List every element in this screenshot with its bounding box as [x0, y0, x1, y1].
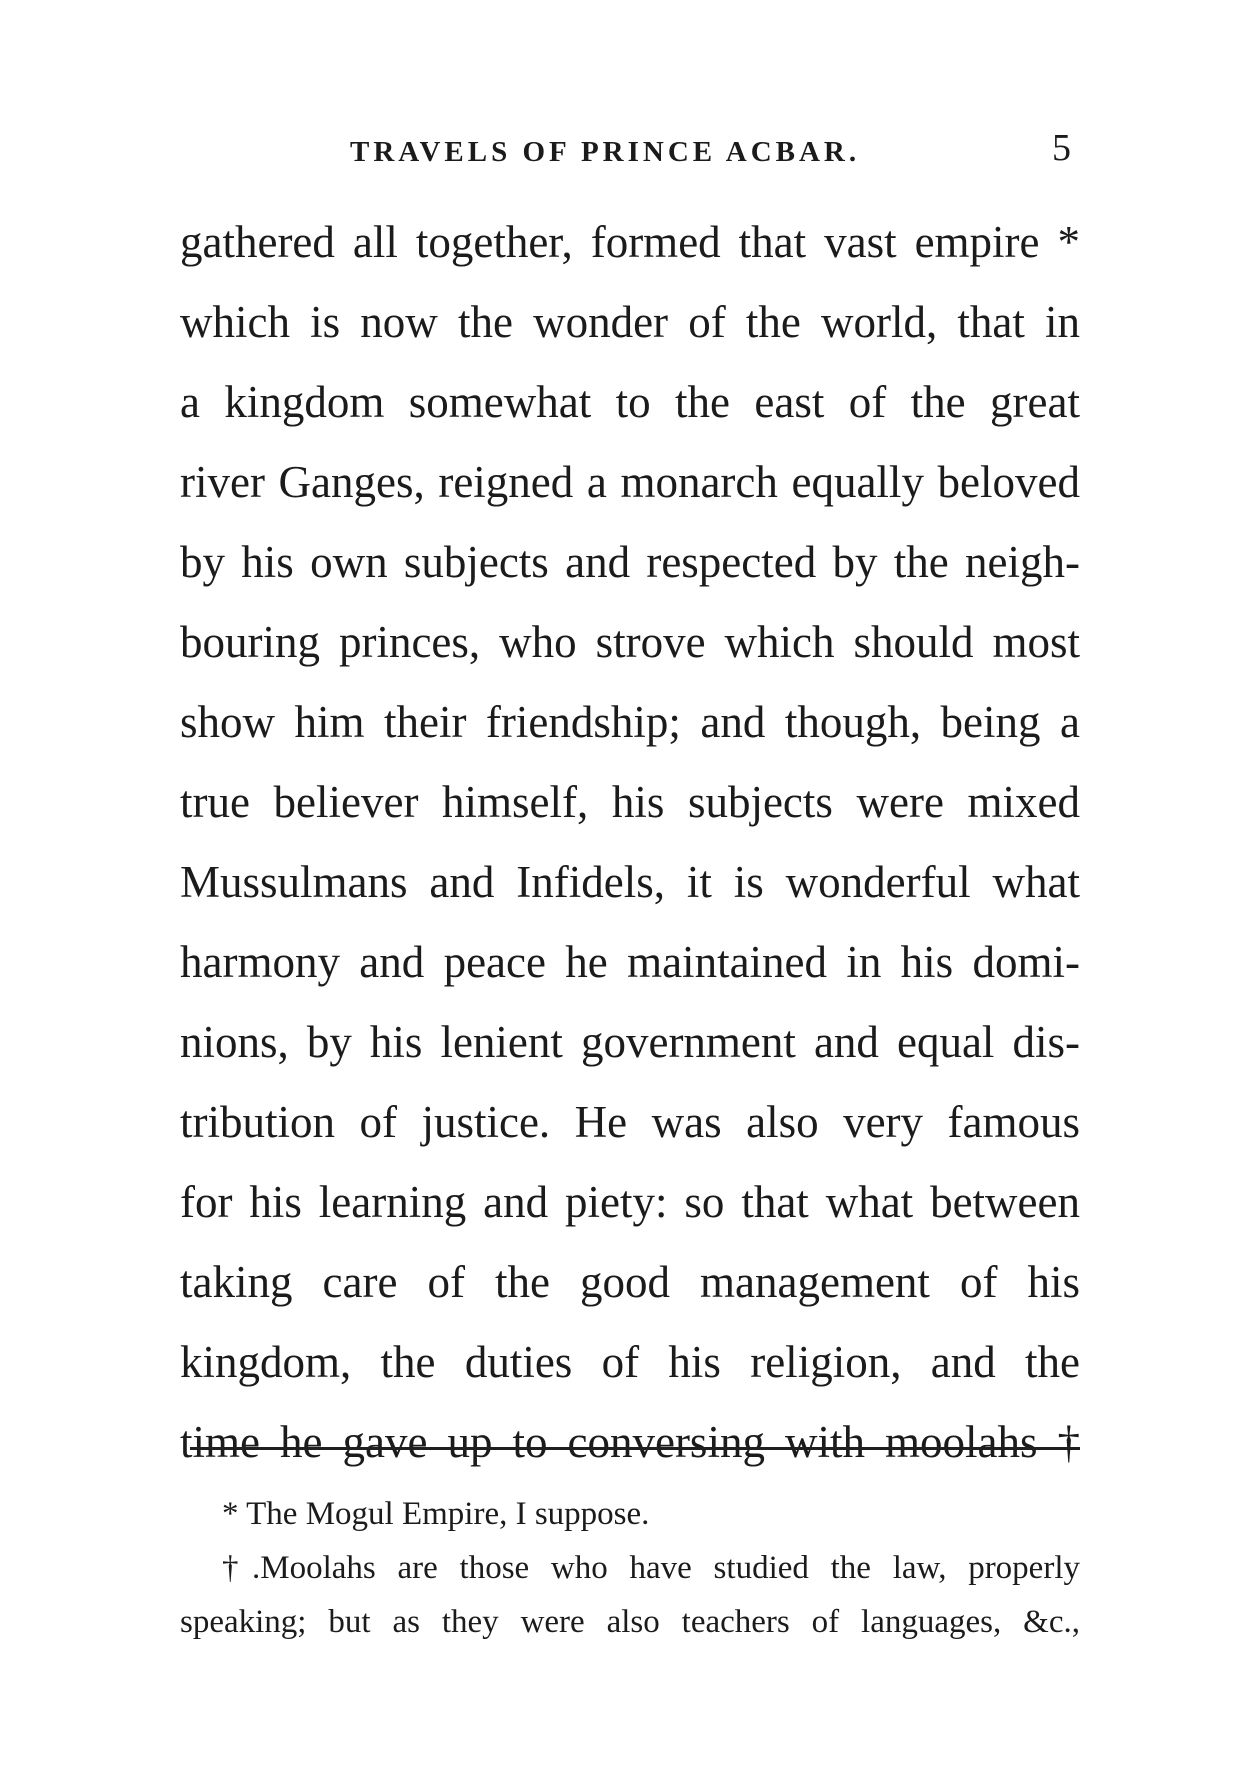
text-line: taking care of the good management of his [180, 1257, 1080, 1307]
running-head [180, 128, 1080, 176]
running-title: TRAVELS OF PRINCE ACBAR. [350, 136, 861, 168]
text-line: true believer himself, his subjects were mixed [180, 777, 1080, 827]
footnote-empire: * The Mogul Empire, I suppose. [222, 1496, 650, 1532]
text-line: a kingdom somewhat to the east of the great [180, 377, 1080, 427]
text-line: kingdom, the duties of his religion, and the [180, 1337, 1080, 1387]
page-number: 5 [1052, 127, 1071, 169]
body-text [180, 202, 1080, 1482]
text-line: by his own subjects and respected by the neigh- [180, 537, 1080, 587]
footnotes [180, 1487, 1080, 1649]
footnote-moolahs-continued: speaking; but as they were also teachers of languages, &c., [180, 1604, 1080, 1640]
text-line: time he gave up to conversing with moolahs † [180, 1417, 1080, 1467]
text-line: which is now the wonder of the world, that in [180, 297, 1080, 347]
text-line: show him their friendship; and though, being a [180, 697, 1080, 747]
text-line: harmony and peace he maintained in his domi- [180, 937, 1080, 987]
footnote-moolahs: †.Moolahs are those who have studied the law, properly [222, 1550, 1080, 1586]
text-line: nions, by his lenient government and equal dis- [180, 1017, 1080, 1067]
text-line: bouring princes, who strove which should most [180, 617, 1080, 667]
text-line: for his learning and piety: so that what between [180, 1177, 1080, 1227]
text-line: gathered all together, formed that vast empire * [180, 217, 1080, 267]
footnote-rule [190, 1447, 1080, 1450]
text-line: Mussulmans and Infidels, it is wonderful what [180, 857, 1080, 907]
text-line: river Ganges, reigned a monarch equally beloved [180, 457, 1080, 507]
text-line: tribution of justice. He was also very famous [180, 1097, 1080, 1147]
